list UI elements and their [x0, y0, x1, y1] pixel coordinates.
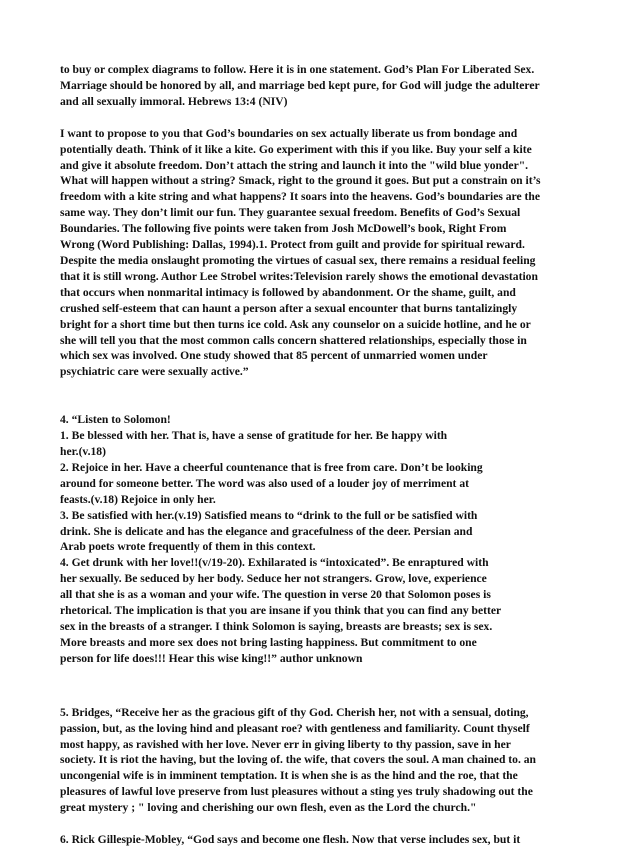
paragraph-gillespie	[60, 832, 590, 848]
text-line: potentially death. Think of it like a kite. Go experiment with this if you like. Buy your self a kite	[60, 142, 532, 156]
text-line: 6. Rick Gillespie-Mobley, “God says and become one flesh. Now that verse includes sex, but it	[60, 833, 521, 847]
text-line: which sex was involved. One study showed that 85 percent of unmarried women under	[60, 349, 488, 363]
text-line: 5. Bridges, “Receive her as the gracious gift of thy God. Cherish her, not with a sensual, doting,	[60, 705, 529, 719]
text-line: bright for a short time but then turns ice cold. Ask any counselor on a suicide hotline, and he or	[60, 317, 531, 331]
paragraph-spacer	[60, 667, 590, 705]
paragraph-spacer	[60, 816, 590, 832]
text-line: great mystery ; " loving and cherishing our own flesh, even as the Lord the church."	[60, 801, 477, 815]
text-line: passion, but, as the loving hind and pleasant roe? with gentleness and familiarity. Count thyself	[60, 721, 530, 735]
text-line: to buy or complex diagrams to follow. Here it is in one statement. God’s Plan For Liberated Sex.	[60, 63, 535, 76]
text-line: 1. Be blessed with her. That is, have a sense of gratitude for her. Be happy with	[60, 429, 448, 443]
text-line: I want to propose to you that God’s boundaries on sex actually liberate us from bondage and	[60, 126, 518, 140]
text-line: What will happen without a string? Smack, right to the ground it goes. But put a constrain on it’s	[60, 174, 541, 188]
text-line: most happy, as ravished with her love. Never err in giving liberty to thy passion, save in her	[60, 737, 511, 751]
text-line: rhetorical. The implication is that you are insane if you think that you can find any better	[60, 604, 502, 618]
paragraph-solomon	[60, 412, 590, 667]
text-line: drink. She is delicate and has the elegance and gracefulness of the deer. Persian and	[60, 524, 473, 538]
text-line: 2. Rejoice in her. Have a cheerful countenance that is free from care. Don’t be looking	[60, 460, 483, 474]
text-line: her sexually. Be seduced by her body. Seduce her not strangers. Grow, love, experience	[60, 572, 487, 586]
text-line: More breasts and more sex does not bring lasting happiness. But commitment to one	[60, 635, 477, 649]
text-line: psychiatric care were sexually active.”	[60, 365, 249, 379]
text-line: 3. Be satisfied with her.(v.19) Satisfied means to “drink to the full or be satisfied with	[60, 508, 478, 522]
text-line: Arab poets wrote frequently of them in this context.	[60, 540, 316, 554]
text-line: crushed self-esteem that can haunt a person after a sexual encounter that burns tantalizingly	[60, 301, 518, 315]
text-line: she will tell you that the most common calls concern shattered relationships, especially those in	[60, 333, 527, 347]
text-line: her.(v.18)	[60, 445, 106, 459]
text-line: Wrong (Word Publishing: Dallas, 1994).1. Protect from guilt and provide for spiritual reward.	[60, 238, 525, 252]
text-line: freedom with a kite string and what happens? It soars into the heavens. God’s boundaries are the	[60, 190, 540, 204]
text-line: Boundaries. The following five points were taken from Josh McDowell’s book, Right From	[60, 222, 507, 236]
text-line: same way. They don’t limit our fun. They guarantee sexual freedom. Benefits of God’s Sexual	[60, 206, 521, 220]
text-line: feasts.(v.18) Rejoice in only her.	[60, 492, 216, 506]
text-line: that occurs when nonmarital intimacy is followed by abandonment. Or the shame, guilt, and	[60, 285, 516, 299]
text-line: 4. “Listen to Solomon!	[60, 413, 171, 427]
text-line: Despite the media onslaught promoting the virtues of casual sex, there remains a residual feeling	[60, 253, 536, 267]
text-line: sex in the breasts of a stranger. I think Solomon is saying, breasts are breasts; sex is sex.	[60, 620, 493, 633]
paragraph-spacer	[60, 380, 590, 412]
text-line: that it is still wrong. Author Lee Strobel writes:Television rarely shows the emotional devastation	[60, 269, 538, 283]
paragraph-bridges	[60, 705, 590, 816]
text-line: all that she is as a woman and your wife. The question in verse 20 that Solomon poses is	[60, 588, 491, 602]
paragraph-kite	[60, 126, 590, 381]
document-page	[60, 62, 590, 848]
text-line: Marriage should be honored by all, and marriage bed kept pure, for God will judge the adulterer	[60, 78, 540, 92]
paragraph-spacer	[60, 110, 590, 126]
text-line: society. It is riot the having, but the loving of. the wife, that covers the soul. A man chained to. an	[60, 753, 536, 767]
text-line: around for someone better. The word was also used of a louder joy of merriment at	[60, 476, 469, 490]
text-line: person for life does!!! Hear this wise king!!” author unknown	[60, 651, 363, 665]
text-line: and give it absolute freedom. Don’t attach the string and launch it into the "wild blue yonder".	[60, 158, 529, 172]
text-line: and all sexually immoral. Hebrews 13:4 (NIV)	[60, 94, 288, 108]
paragraph-intro	[60, 62, 590, 110]
text-line: uncongenial wife is in imminent temptation. It is when she is as the hind and the roe, that the	[60, 769, 518, 783]
text-line: pleasures of lawful love preserve from lust pleasures without a sting yes truly shadowing out the	[60, 785, 533, 799]
text-line: 4. Get drunk with her love!!(v/19-20). Exhilarated is “intoxicated”. Be enraptured with	[60, 556, 489, 570]
